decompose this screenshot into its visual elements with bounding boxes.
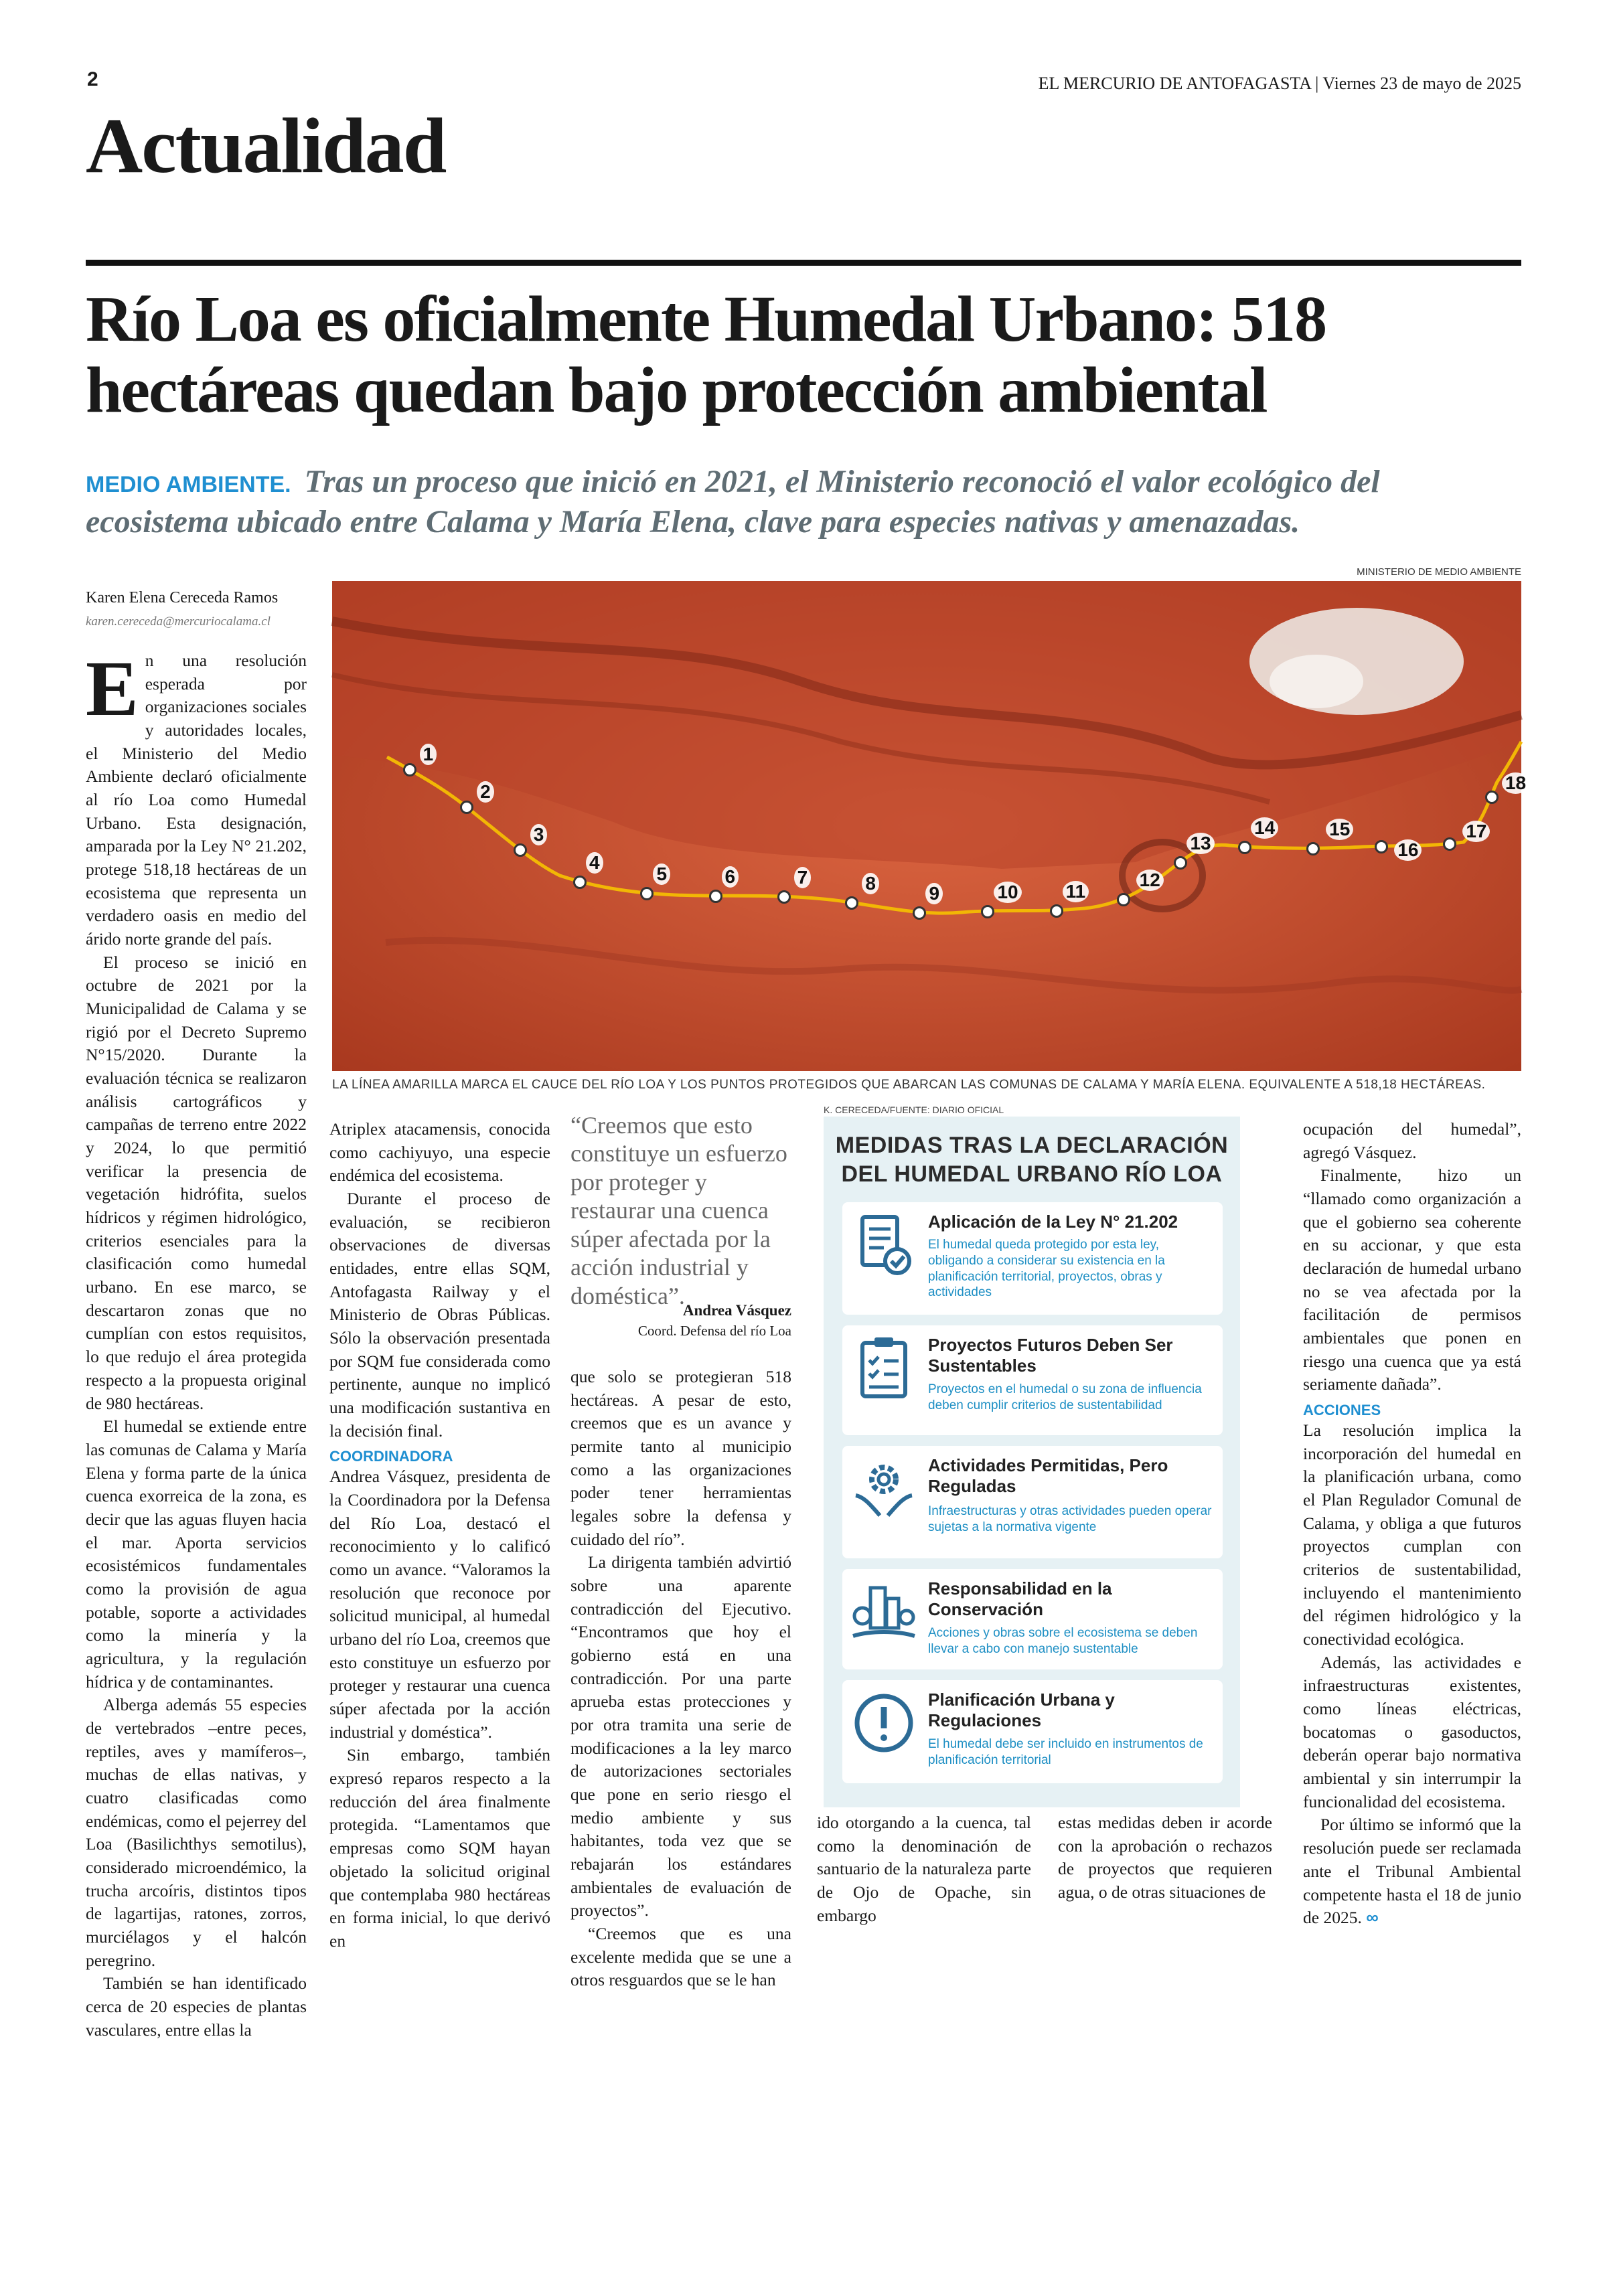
photo-credit: MINISTERIO DE MEDIO AMBIENTE bbox=[1357, 566, 1521, 578]
body-column-3 bbox=[570, 1366, 791, 1992]
quote-role: Coord. Defensa del río Loa bbox=[637, 1323, 791, 1339]
dropcap: E bbox=[86, 645, 139, 732]
paragraph: Durante el proceso de evaluación, se recibieron observaciones de diversas entidades, entre ellas SQM, Antofagasta Railway y el Ministerio de Obras Públicas. Sólo la observación presentada por SQM fue considerada como pertinente, aunque no implicó una modificación sustantiva en la decisión final. bbox=[329, 1189, 550, 1441]
map-point-label: 10 bbox=[994, 882, 1021, 903]
infobox-item-text: Proyectos en el humedal o su zona de influencia deben cumplir criterios de sustentabilidad bbox=[928, 1382, 1202, 1412]
map-point-label: 15 bbox=[1326, 819, 1353, 840]
map-point-marker bbox=[1485, 791, 1499, 804]
map-point-marker bbox=[1117, 893, 1130, 906]
measures-infobox bbox=[824, 1117, 1240, 1807]
map-point-label: 16 bbox=[1394, 839, 1422, 861]
map-point-label: 1 bbox=[420, 744, 437, 765]
body-column-1 bbox=[86, 645, 307, 2042]
map-point-label: 7 bbox=[794, 867, 812, 888]
map-point-label: 11 bbox=[1063, 881, 1089, 902]
river-map-photo bbox=[332, 581, 1527, 1071]
lead bbox=[86, 462, 1525, 542]
paragraph: “Creemos que es una excelente medida que se une a otros resguardos que se le han bbox=[570, 1924, 791, 1990]
map-point-marker bbox=[573, 876, 587, 889]
map-point-marker bbox=[403, 763, 416, 776]
paragraph: que solo se protegieran 518 hectáreas. A pesar de esto, creemos que es un avance y permite tanto al municipio como a las organizaciones poder tener herramientas legales sobre la defensa y cuidado del río”. bbox=[570, 1367, 791, 1549]
masthead: EL MERCURIO DE ANTOFAGASTA | Viernes 23 de mayo de 2025 bbox=[1038, 74, 1521, 93]
map-caption: LA LÍNEA AMARILLA MARCA EL CAUCE DEL RÍO LOA Y LOS PUNTOS PROTEGIDOS QUE ABARCAN LAS COMUNAS DE CALAMA Y MARÍA ELENA. EQUIVALENTE A 518,18 HECTÁREAS. bbox=[332, 1078, 1486, 1092]
map-point-label: 14 bbox=[1251, 817, 1278, 839]
map-point-marker bbox=[1238, 841, 1251, 854]
subhead-acciones: ACCIONES bbox=[1303, 1402, 1381, 1419]
paragraph: Andrea Vásquez, presidenta de la Coordinadora por la Defensa del Río Loa, destacó el reconocimiento y lo calificó como un avance. “Valoramos la resolución que reconoce por solicitud municipal, al humedal urbano del río Loa, creemos que esto constituye un esfuerzo por proteger y restaurar una cuenca súper afectada por la acción industrial y doméstica”. bbox=[329, 1467, 550, 1742]
paragraph: ocupación del humedal”, agregó Vásquez. bbox=[1303, 1119, 1521, 1162]
map-point-label: 4 bbox=[586, 852, 603, 874]
end-mark-icon: ∞ bbox=[1366, 1907, 1379, 1928]
body-column-6 bbox=[1303, 1118, 1521, 1930]
infobox-item bbox=[842, 1569, 1223, 1669]
infobox-item-heading: Responsabilidad en la Conservación bbox=[928, 1578, 1112, 1620]
map-point-label: 6 bbox=[722, 866, 739, 888]
lead-tag: MEDIO AMBIENTE. bbox=[86, 472, 291, 497]
infobox-item bbox=[842, 1446, 1223, 1558]
paragraph: Alberga además 55 especies de vertebrados –entre peces, reptiles, aves y mamíferos–, muchas de ellas nativas, y cuatro clasificadas como endémicas, como el pejerrey del Loa (Basilichthys semotilus), considerado microendémico, la trucha arcoíris, distintos tipos de lagartijas, ratones, zorros, murciélagos y el halcón peregrino. bbox=[86, 1695, 307, 1970]
paragraph: El humedal se extiende entre las comunas de Calama y María Elena y forma parte de la única cuenca exorreica de la zona, es decir que las aguas fluyen hacia el mar. Aporta servicios ecosistémicos fundamentales como la provisión de agua potable, soporte a actividades como la minería y la agricultura, y la regulación hídrica y de contaminantes. bbox=[86, 1416, 307, 1692]
infobox-item-text: El humedal debe ser incluido en instrumentos de planificación territorial bbox=[928, 1737, 1203, 1767]
page-number: 2 bbox=[87, 68, 98, 90]
map-point-label: 12 bbox=[1136, 870, 1164, 891]
paragraph: Sin embargo, también expresó reparos respecto a la reducción del área finalmente protegida. “Lamentamos que empresas como SQM hayan objetado la solicitud original que contemplaba 980 hectáreas en forma inicial, lo que derivó en bbox=[329, 1745, 550, 1951]
document-check-icon bbox=[850, 1212, 917, 1279]
map-point-label: 3 bbox=[530, 824, 548, 845]
body-column-5 bbox=[1058, 1811, 1272, 1904]
infobox-item-heading: Aplicación de la Ley N° 21.202 bbox=[928, 1212, 1178, 1232]
infobox-item-heading: Proyectos Futuros Deben Ser Sustentables bbox=[928, 1335, 1173, 1376]
map-point-label: 17 bbox=[1462, 821, 1490, 842]
body-column-2 bbox=[329, 1118, 550, 1953]
map-point-label: 18 bbox=[1502, 772, 1529, 794]
section-title: Actualidad bbox=[86, 102, 446, 189]
map-point-marker bbox=[709, 890, 722, 903]
map-point-marker bbox=[777, 890, 791, 904]
paragraph: Además, las actividades e infraestructuras existentes, como líneas eléctricas, bocatomas o gasoductos, deberán operar bajo normativa ambiental y sin interrumpir la funcionalidad del ecosistema. bbox=[1303, 1652, 1521, 1811]
infobox-item bbox=[842, 1325, 1223, 1435]
paragraph: Finalmente, hizo un “llamado como organización a que el gobierno sea coherente en su accionar, y que esta declaración de humedal urbano no se vea afectada por la facilitación de permisos ambientales que ponen en riesgo una cuenca que ya está seriamente dañada”. bbox=[1303, 1165, 1521, 1394]
paragraph: La dirigenta también advirtió sobre una aparente contradicción del Ejecutivo. “Encontramos que hoy el gobierno está en una contradicción. Por una parte aprueba estas protecciones y por otra tramita una serie de modificaciones a la ley marco de autorizaciones sectoriales que pone en serio riesgo el medio ambiente y sus habitantes, toda vez que se rebajarán los estándares ambientales de evaluación de proyectos”. bbox=[570, 1552, 791, 1920]
paragraph: ido otorgando a la cuenca, tal como la denominación de santuario de la naturaleza parte de Ojo de Opache, sin embargo bbox=[817, 1813, 1031, 1925]
infobox-item-text: Acciones y obras sobre el ecosistema se deben llevar a cabo con manejo sustentable bbox=[928, 1626, 1198, 1656]
paragraph: estas medidas deben ir acorde con la aprobación o rechazos de proyectos que requieren agua, o de otras situaciones de bbox=[1058, 1813, 1272, 1902]
infobox-item bbox=[842, 1202, 1223, 1315]
map-point-label: 13 bbox=[1187, 833, 1214, 854]
map-point-label: 9 bbox=[925, 883, 943, 904]
map-point-marker bbox=[460, 801, 473, 814]
infobox-item-heading: Actividades Permitidas, Pero Reguladas bbox=[928, 1455, 1168, 1497]
clipboard-checklist-icon bbox=[850, 1335, 917, 1402]
pull-quote-attribution bbox=[570, 1300, 791, 1341]
infobox-item-heading: Planificación Urbana y Regulaciones bbox=[928, 1690, 1115, 1731]
subhead-coordinadora: COORDINADORA bbox=[329, 1448, 453, 1465]
infobox-credit: K. CERECEDA/FUENTE: DIARIO OFICIAL bbox=[824, 1104, 1004, 1115]
city-trees-icon bbox=[850, 1578, 917, 1645]
quote-author: Andrea Vásquez bbox=[682, 1302, 791, 1319]
map-point-label: 8 bbox=[862, 873, 879, 894]
map-point-label: 5 bbox=[653, 864, 670, 885]
pull-quote: “Creemos que esto constituye un esfuerzo por proteger y restaurar una cuenca súper afectada por la acción industrial y doméstica”. bbox=[570, 1112, 787, 1309]
headline: Río Loa es oficialmente Humedal Urbano: 518 hectáreas quedan bajo protección ambiental bbox=[86, 283, 1326, 426]
byline: Karen Elena Cereceda Ramos bbox=[86, 589, 279, 606]
paragraph: La resolución implica la incorporación del humedal en la planificación urbana, como el Plan Regulador Comunal de Calama, y obliga a que futuros proyectos cumplan con criterios de sustentabilidad, incluyendo el mantenimiento del régimen hidrológico y la conectividad ecológica. bbox=[1303, 1420, 1521, 1649]
infobox-item-text: Infraestructuras y otras actividades pueden operar sujetas a la normativa vigente bbox=[928, 1504, 1212, 1534]
paragraph: El proceso se inició en octubre de 2021 por la Municipalidad de Calama y se rigió por el Decreto Supremo N°15/2020. Durante la evaluación técnica se realizaron análisis cartográficos y campañas de terreno entre 2022 y 2024, lo que permitió verificar la presencia de vegetación hidrófita, suelos hídricos y régimen hidrológico, criterios esenciales para la clasificación como humedal urbano. En ese marco, se descartaron zonas que no cumplían con estos requisitos, lo que redujo el área protegida respecto a la propuesta original de 980 hectáreas. bbox=[86, 952, 307, 1413]
infobox-item-text: El humedal queda protegido por esta ley, obligando a considerar su existencia en la planificación territorial, proyectos, obras y actividades bbox=[928, 1238, 1165, 1300]
paragraph: También se han identificado cerca de 20 especies de plantas vasculares, entre ellas la bbox=[86, 1973, 307, 2040]
header-rule bbox=[86, 260, 1521, 266]
infobox-title: MEDIDAS TRAS LA DECLARACIÓN DEL HUMEDAL URBANO RÍO LOA bbox=[835, 1133, 1229, 1187]
infobox-item bbox=[842, 1680, 1223, 1783]
map-point-marker bbox=[1050, 904, 1063, 918]
gear-hands-icon bbox=[850, 1455, 917, 1522]
lead-text: Tras un proceso que inició en 2021, el Ministerio reconoció el valor ecológico del ecosistema ubicado entre Calama y María Elena, clave para especies nativas y amenazadas. bbox=[86, 464, 1380, 540]
map-point-marker bbox=[514, 843, 527, 857]
exclamation-icon bbox=[850, 1690, 917, 1756]
map-point-marker bbox=[913, 906, 926, 920]
paragraph: En una resolución esperada por organizaciones sociales y autoridades locales, el Ministerio del Medio Ambiente declaró oficialmente al río Loa como Humedal Urbano. Esta designación, amparada por la Ley N° 21.202, protege 518,18 hectáreas de un ecosistema que representa un verdadero oasis en medio del árido norte grande del país. bbox=[86, 645, 307, 949]
paragraph: Atriplex atacamensis, conocida como cachiyuyo, una especie endémica del ecosistema. bbox=[329, 1119, 550, 1185]
body-column-4 bbox=[817, 1811, 1031, 1927]
paragraph: Por último se informó que la resolución puede ser reclamada ante el Tribunal Ambiental competente hasta el 18 de junio de 2025. ∞ bbox=[1303, 1815, 1521, 1928]
author-email[interactable]: karen.cereceda@mercuriocalama.cl bbox=[86, 614, 271, 629]
map-point-label: 2 bbox=[477, 781, 494, 803]
